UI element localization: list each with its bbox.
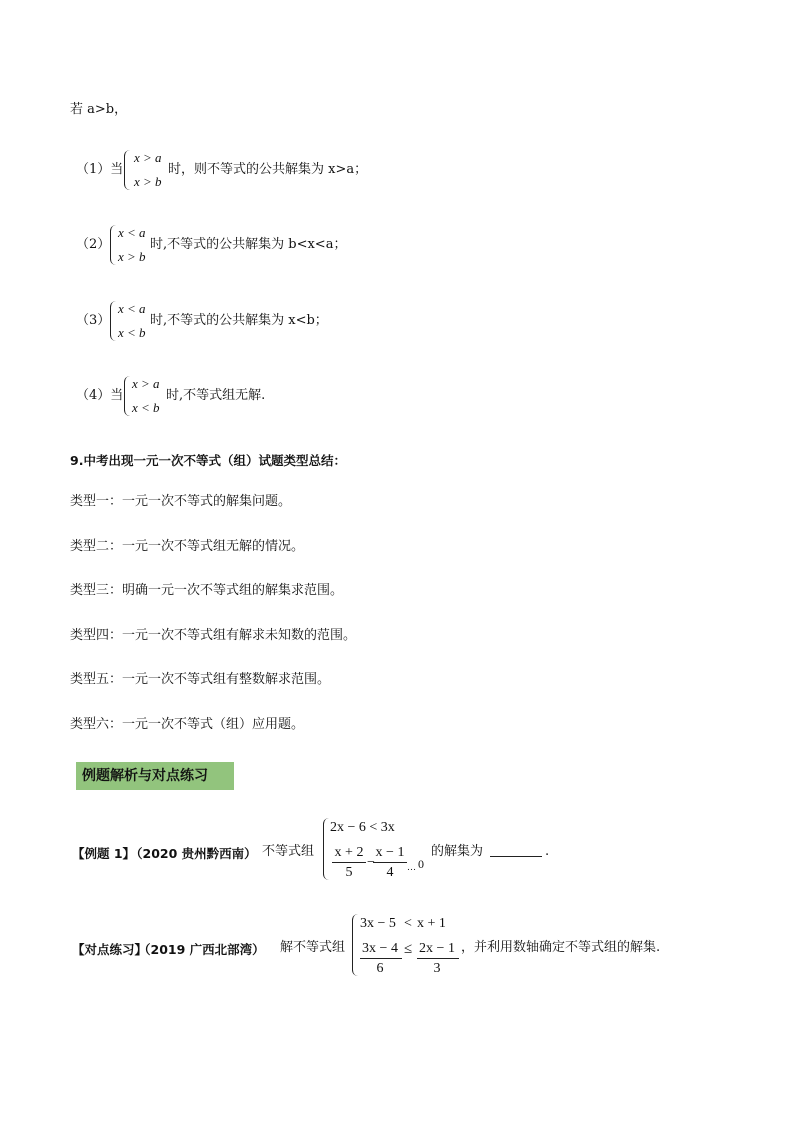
practice-frac2-den: 3 [433, 961, 441, 976]
case-2-label: （2） [76, 237, 111, 252]
example-tail: 的解集为 [431, 844, 484, 859]
example-frac2-num: x − 1 [375, 845, 405, 860]
practice-line1-rel: < [404, 916, 412, 931]
type-item-1: 类型一：一元一次不等式的解集问题。 [70, 494, 292, 509]
example-line1: 2x − 6 < 3x [330, 820, 395, 835]
practice-label: 【对点练习】 [72, 942, 148, 957]
section-title: 9.中考出现一元一次不等式（组）试题类型总结： [70, 453, 346, 468]
type-item-5: 类型五：一元一次不等式组有整数解求范围。 [70, 672, 331, 687]
practice-source: （2019 广西北部湾） [138, 942, 265, 957]
case-3-label: （3） [76, 313, 111, 328]
type-item-6: 类型六：一元一次不等式（组）应用题。 [70, 717, 305, 732]
case-1-bottom: x > b [134, 174, 162, 189]
practice-tail: ，并利用数轴确定不等式组的解集. [461, 940, 661, 955]
example-label: 【例题 1】 [72, 846, 136, 861]
example-frac2-line [373, 862, 407, 863]
case-4-top: x > a [132, 376, 160, 391]
practice-frac1-num: 3x − 4 [362, 941, 398, 956]
practice-lead: 解不等式组 [280, 940, 346, 955]
example-frac2-den: 4 [386, 865, 394, 880]
case-4-label: （4）当 [76, 388, 124, 403]
case-3-top: x < a [118, 301, 146, 316]
example-relation: … [407, 862, 416, 872]
example-lead: 不等式组 [262, 844, 315, 859]
type-item-3: 类型三：明确一元一次不等式组的解集求范围。 [70, 583, 344, 598]
example-rhs: 0 [418, 857, 424, 871]
example-frac1-den: 5 [345, 865, 353, 880]
practice-line1-lhs: 3x − 5 [360, 916, 396, 931]
case-2-result: 时,不等式的公共解集为 b<x<a； [150, 237, 347, 252]
case-2-bottom: x > b [118, 249, 146, 264]
practice-frac2-line [417, 958, 459, 959]
intro-text: 若 a>b， [70, 102, 128, 117]
type-item-2: 类型二：一元一次不等式组无解的情况。 [70, 539, 305, 554]
practice-line1-rhs: x + 1 [417, 916, 446, 931]
case-4-bottom: x < b [132, 400, 160, 415]
practice-relation-2: ≤ [404, 941, 413, 957]
case-3-bottom: x < b [118, 325, 146, 340]
case-4-result: 时,不等式组无解. [166, 388, 266, 403]
type-item-4: 类型四：一元一次不等式组有解求未知数的范围。 [70, 628, 357, 643]
case-3-result: 时,不等式的公共解集为 x<b； [150, 313, 328, 328]
example-frac1-num: x + 2 [334, 845, 364, 860]
example-minus: − [367, 855, 375, 870]
practice-frac1-line [360, 958, 402, 959]
case-1-top: x > a [134, 150, 162, 165]
case-1-label: （1）当 [76, 162, 124, 177]
answer-blank[interactable] [490, 856, 542, 857]
section-banner: 例题解析与对点练习 [76, 762, 234, 790]
example-frac1-line [332, 862, 366, 863]
example-end: . [545, 844, 550, 859]
practice-frac2-num: 2x − 1 [419, 941, 455, 956]
case-1-brace [124, 150, 133, 190]
practice-frac1-den: 6 [376, 961, 384, 976]
case-2-top: x < a [118, 225, 146, 240]
example-source: （2020 贵州黔西南） [130, 846, 257, 861]
case-1-result: 时，则不等式的公共解集为 x>a； [168, 162, 368, 177]
